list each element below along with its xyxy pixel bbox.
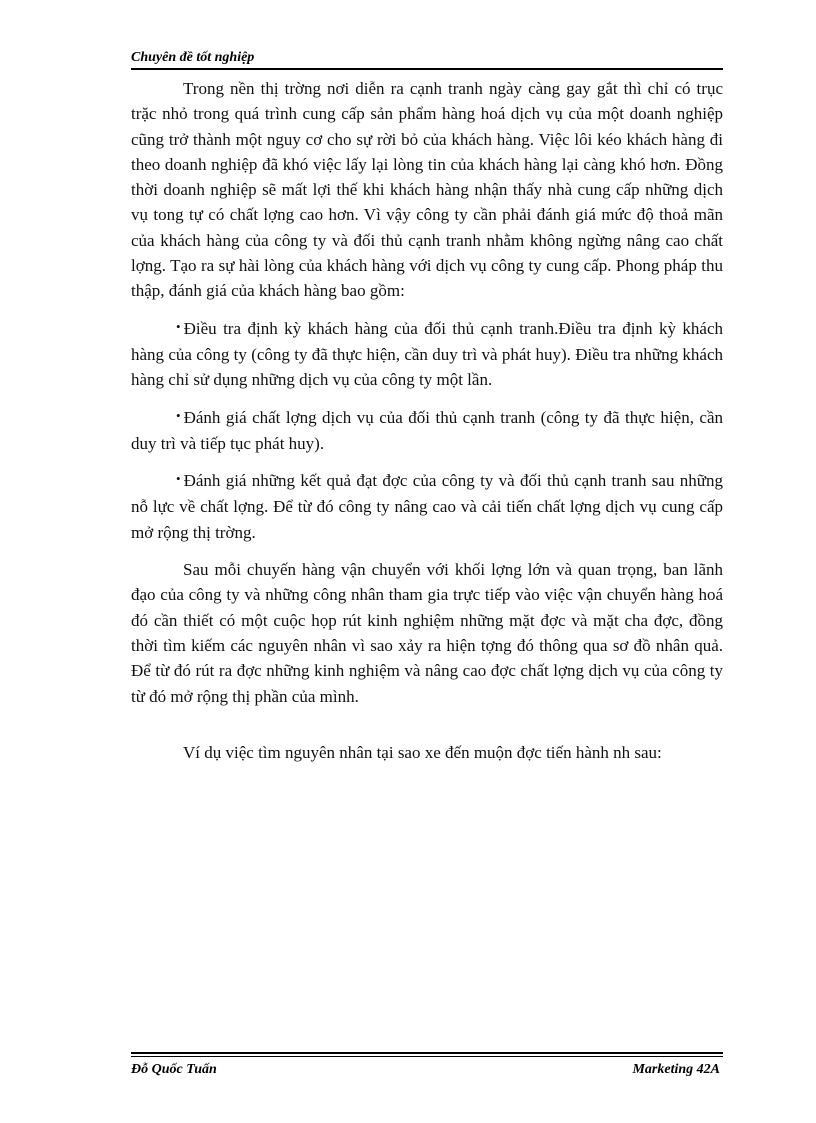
header-rule [131, 68, 723, 70]
bullet-item-survey [131, 316, 723, 393]
bullet-text: Đánh giá chất lợng dịch vụ của đối thủ cạnh tranh (công ty đã thực hiện, cần duy trì và tiếp tục phát huy). [131, 407, 723, 453]
paragraph-example: Ví dụ việc tìm nguyên nhân tại sao xe đến muộn đợc tiến hành nh sau: [183, 742, 662, 762]
spacer [131, 721, 723, 740]
bullet-text: Đánh giá những kết quả đạt đợc của công ty và đối thủ cạnh tranh sau những nỗ lực về chất lợng. Để từ đó công ty nâng cao và cải tiến chất lợng dịch vụ cung cấp mở rộng thị trờng. [131, 471, 723, 542]
footer-rule-thin [131, 1056, 723, 1057]
bullet-icon: • [176, 318, 181, 334]
bullet-item-results [131, 468, 723, 545]
bullet-icon: • [176, 407, 181, 423]
paragraph-intro: Trong nền thị trờng nơi diễn ra cạnh tranh ngày càng gay gắt thì chỉ có trục trặc nhỏ trong quá trình cung cấp sản phẩm hàng hoá dịch vụ của một doanh nghiệp cũng trở thành một nguy cơ cho sự rời bỏ của khách hàng. Việc lôi kéo khách hàng đi theo doanh nghiệp đã khó việc lấy lại lòng tin của khách hàng lại càng khó hơn. Đồng thời doanh nghiệp sẽ mất lợi thế khi khách hàng nhận thấy nhà cung cấp những dịch vụ tong tự có chất lợng cao hơn. Vì vậy công ty cần phải đánh giá mức độ thoả mãn của khách hàng của công ty và đối thủ cạnh tranh nhằm không ngừng nâng cao chất lợng. Tạo ra sự hài lòng của khách hàng với dịch vụ công ty cung cấp. Phong pháp thu thập, đánh giá của khách hàng bao gồm: [131, 79, 723, 301]
document-body [131, 76, 723, 777]
bullet-icon: • [176, 471, 181, 487]
bullet-text: Điều tra định kỳ khách hàng của đối thủ cạnh tranh.Điều tra định kỳ khách hàng của công ty (công ty đã thực hiện, cần duy trì và phát huy). Điều tra những khách hàng chỉ sử dụng những dịch vụ của công ty một lần. [131, 318, 723, 390]
footer-rule-thick [131, 1052, 723, 1054]
footer-author: Đỗ Quốc Tuấn [131, 1062, 217, 1077]
paragraph-review: Sau mỗi chuyến hàng vận chuyển với khối lợng lớn và quan trọng, ban lãnh đạo của công ty và những công nhân tham gia trực tiếp vào việc vận chuyển hàng hoá đó cần thiết có một cuộc họp rút kinh nghiệm những mặt đợc và mặt cha đợc, đồng thời tìm kiếm các nguyên nhân vì sao xảy ra hiện tợng đó thông qua sơ đồ nhân quả. Để từ đó rút ra đợc những kinh nghiệm và nâng cao đợc chất lợng dịch vụ của công ty từ đó mở rộng thị phần của mình. [131, 560, 723, 706]
footer-class: Marketing 42A [632, 1062, 720, 1077]
bullet-item-competitor-quality [131, 405, 723, 457]
header-title: Chuyên đề tốt nghiệp [131, 50, 255, 65]
